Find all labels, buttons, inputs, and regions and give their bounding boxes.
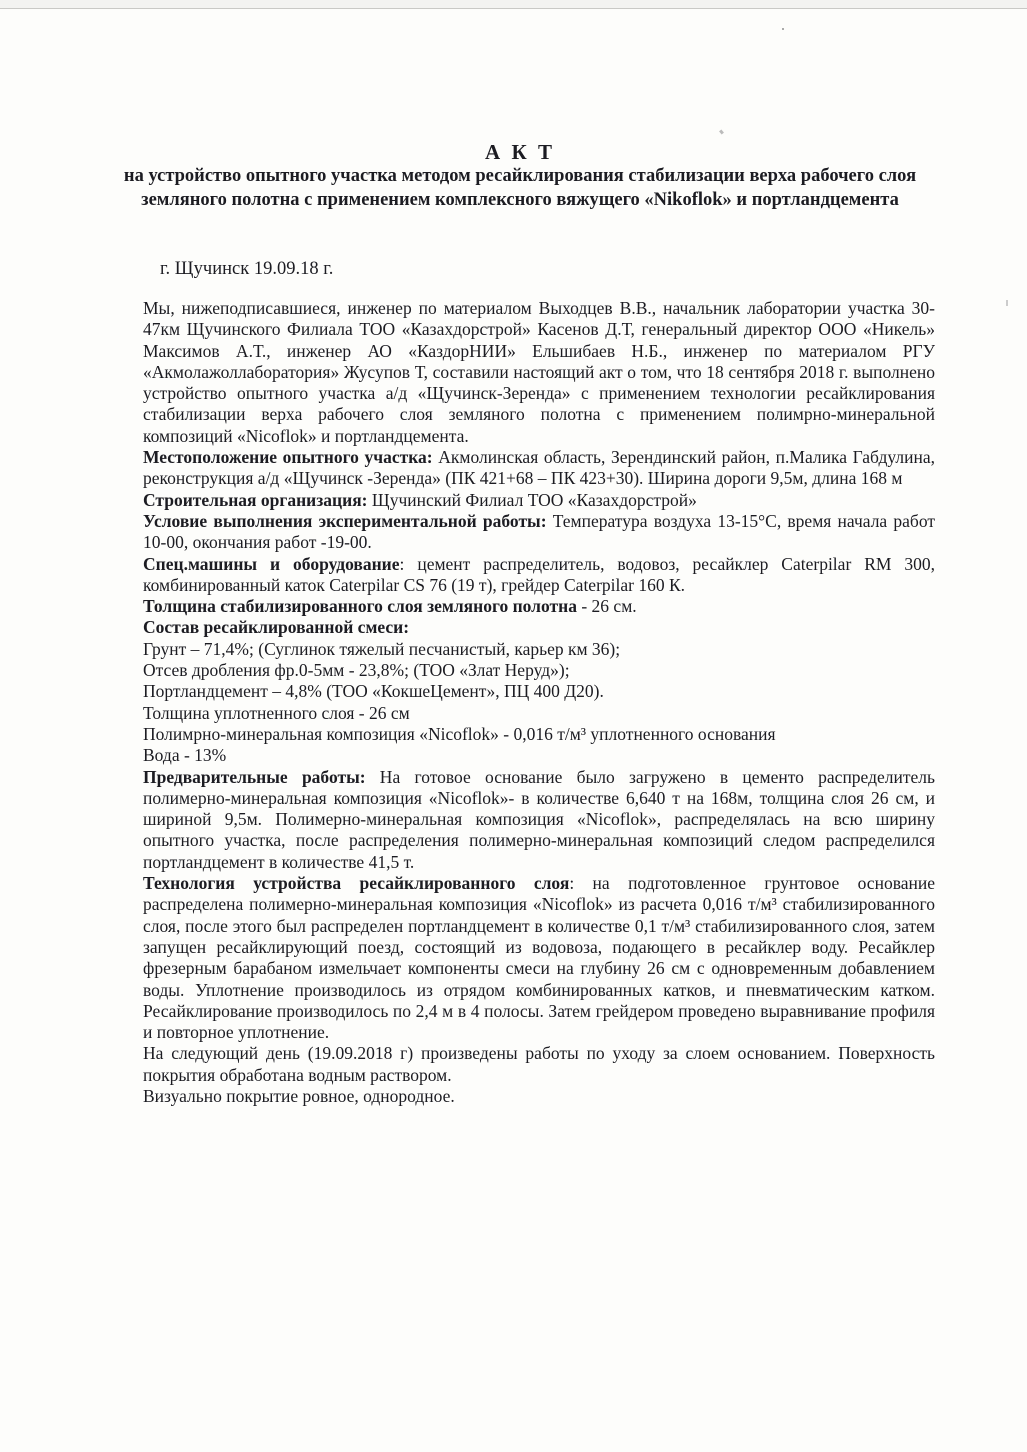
document-subtitle: на устройство опытного участка методом ресайклирования стабилизации верха рабочего слоя земляного полотна с применением комплексного вяжущего «Nikoflok» и портландцемента — [123, 166, 917, 210]
organization-text: Щучинский Филиал ТОО «Казахдорстрой» — [367, 489, 697, 510]
scan-speck — [719, 130, 724, 135]
mix-line: Толщина уплотненного слоя - 26 см — [143, 702, 410, 723]
mix-line: Полимрно-минеральная композиция «Nicoflok» - 0,016 т/м³ уплотненного основания — [143, 723, 776, 744]
equipment-label: Спец.машины и оборудование — [143, 553, 400, 574]
equipment-paragraph — [143, 554, 935, 597]
thickness-text: - 26 см. — [576, 596, 637, 617]
thickness-paragraph — [143, 596, 935, 617]
technology-text: : на подготовленное грунтовое основание распределена полимерно-минеральная композиция «Nicoflok» из расчета 0,016 т/м³ стабилизированного слоя, после этого был распределен портландцемент в количестве 0,1 т/м³ стабилизированного слоя, затем запущен ресайклирующий поезд, состоящий из водовоза, подающего в ресайклер воду. Ресайклер фрезерным барабаном измельчает компоненты смеси на глубину 26 см с одновременным добавлением воды. Уплотнение производилось из отрядом комбинированных катков, и пневматическим катком. Ресайклирование производилось по 2,4 м в 4 полосы. Затем грейдером проведено выравнивание профиля и повторное уплотнение. — [143, 873, 935, 1043]
equipment-text: : цемент распределитель, водовоз, ресайклер Caterpilar RM 300, комбинированный каток Caterpilar CS 76 (19 т), грейдер Caterpilar 160 К. — [143, 553, 935, 595]
thickness-label: Толщина стабилизированного слоя земляного полотна — [143, 596, 577, 617]
mix-line: Портландцемент – 4,8% (ТОО «КокшеЦемент», ПЦ 400 Д20). — [143, 681, 604, 702]
scan-top-edge — [0, 0, 1027, 9]
location-text: Акмолинская область, Зерендинский район, п.Малика Габдулина, реконструкция а/д «Щучинск -Зеренда» (ПК 421+68 – ПК 423+30). Ширина дороги 9,5м, длина 168 м — [143, 447, 935, 489]
scan-speck — [782, 28, 784, 30]
location-label: Местоположение опытного участка: — [143, 447, 433, 468]
organization-label: Строительная организация: — [143, 489, 368, 510]
mix-line: Грунт – 71,4%; (Суглинок тяжелый песчанистый, карьер км 36); — [143, 638, 621, 659]
conditions-paragraph — [143, 511, 935, 554]
organization-paragraph — [143, 490, 935, 511]
next-day-paragraph: На следующий день (19.09.2018 г) произведены работы по уходу за слоем основанием. Поверхность покрытия обработана водным раствором. — [143, 1043, 935, 1085]
technology-paragraph — [143, 873, 935, 1043]
place-date: г. Щучинск 19.09.18 г. — [160, 259, 334, 279]
visual-paragraph: Визуально покрытие ровное, однородное. — [143, 1085, 455, 1106]
mix-line: Отсев дробления фр.0-5мм - 23,8%; (ТОО «Злат Неруд»); — [143, 660, 570, 681]
mix-label: Состав ресайклированной смеси: — [143, 617, 410, 638]
technology-label: Технология устройства ресайклированного слоя — [143, 873, 570, 894]
preliminary-paragraph — [143, 767, 935, 873]
preliminary-label: Предварительные работы: — [143, 766, 366, 787]
conditions-label: Условие выполнения экспериментальной работы: — [143, 510, 547, 531]
scan-speck — [1006, 300, 1008, 306]
location-paragraph — [143, 447, 935, 490]
title-block — [120, 140, 920, 212]
document-body — [143, 298, 935, 1107]
preliminary-text: На готовое основание было загружено в цементо распределитель полимерно-минеральная композиция «Nicoflok»- в количестве 6,640 т на 168м, толщина слоя 26 см, и шириной 9,5м. Полимерно-минеральная композиция «Nicoflok», распределялась на всю ширину опытного участка, после распределения полимерно-минеральная композиций следом распределился портландцемент в количестве 41,5 т. — [143, 766, 935, 872]
intro-paragraph: Мы, нижеподписавшиеся, инженер по материалом Выходцев В.В., начальник лаборатории участка 30-47км Щучинского Филиала ТОО «Казахдорстрой» Касенов Д.Т, генеральный директор ООО «Никель» Максимов А.Т., инженер АО «КаздорНИИ» Ельшибаев Н.Б., инженер по материалом РГУ «Акмолажоллаборатория» Жусупов Т, составили настоящий акт о том, что 18 сентября 2018 г. выполнено устройство опытного участка а/д «Щучинск-Зеренда» с применением технологии ресайклирования стабилизации верха рабочего слоя земляного полотна с применением полимрно-минеральной композиций «Nicoflok» и портландцемента. — [143, 298, 935, 446]
document-title: А К Т — [485, 140, 555, 164]
mix-line: Вода - 13% — [143, 745, 227, 766]
conditions-text: Температура воздуха 13-15°С, время начала работ 10-00, окончания работ -19-00. — [143, 510, 935, 553]
